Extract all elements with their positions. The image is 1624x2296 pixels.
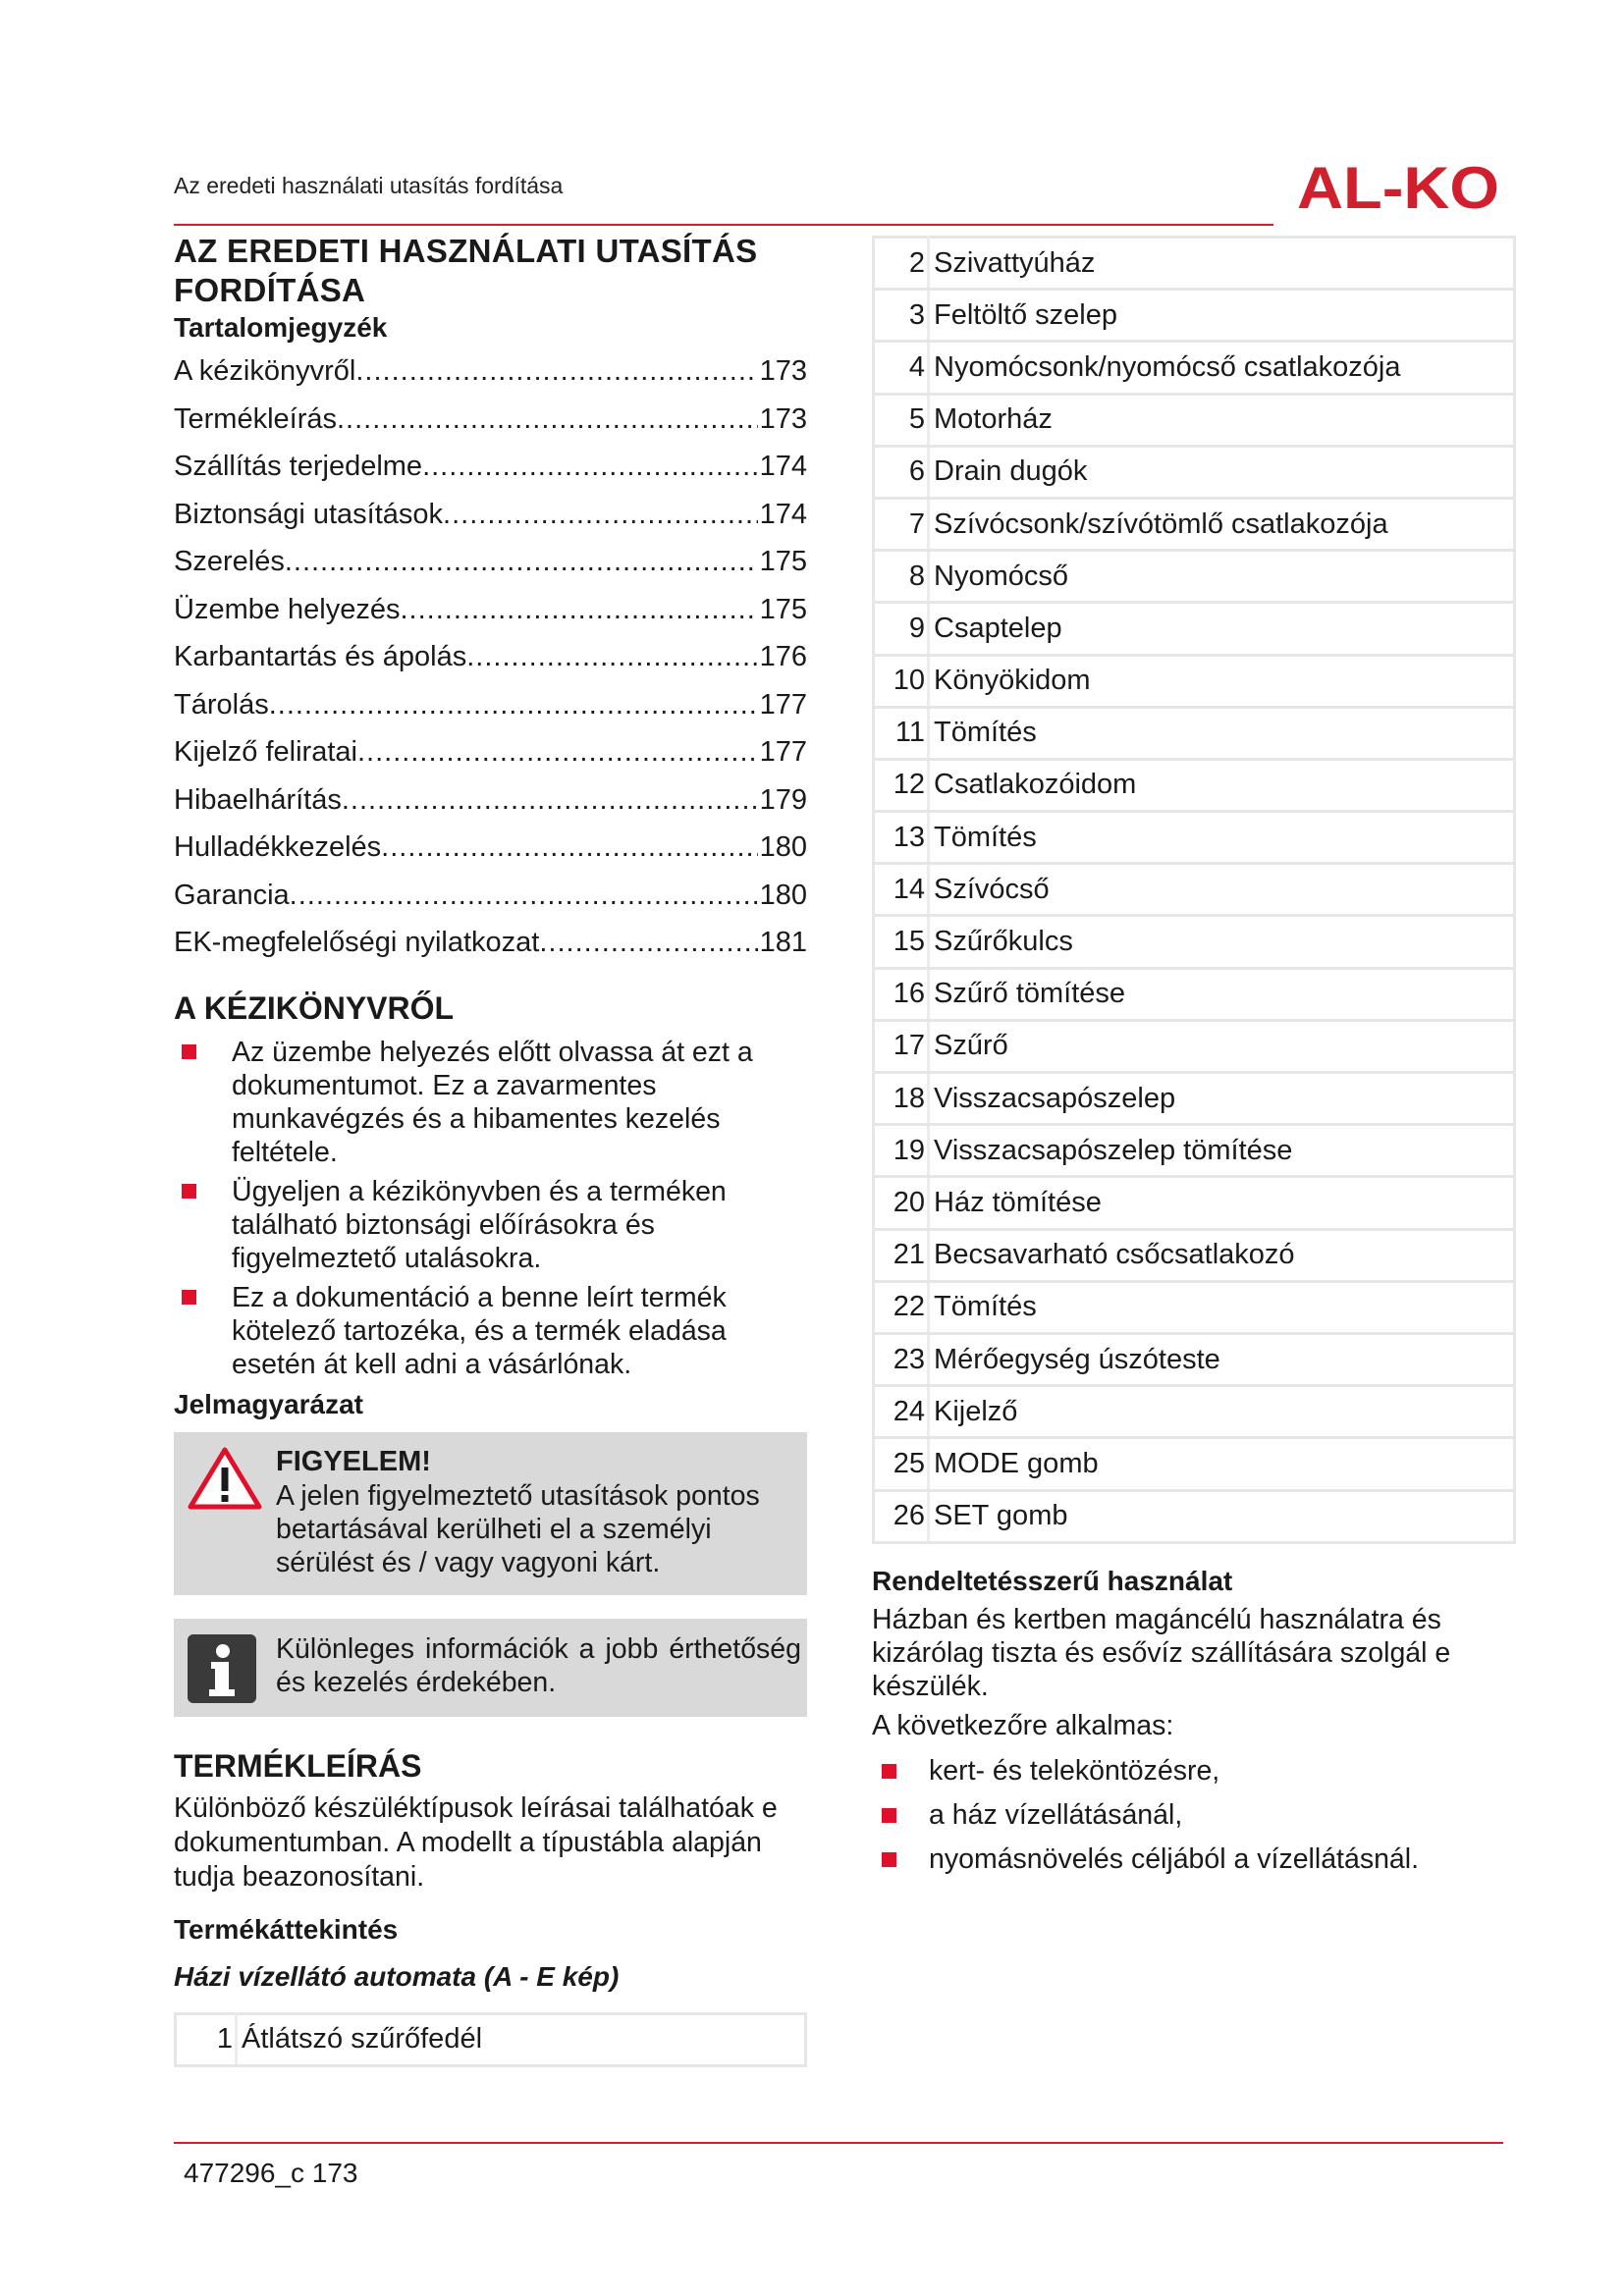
about-heading: A KÉZIKÖNYVRŐL	[174, 989, 455, 1026]
document-title-line1: AZ EREDETI HASZNÁLATI UTASÍTÁS	[174, 233, 758, 269]
toc-dots	[355, 347, 757, 396]
part-label: Visszacsapószelep tömítése	[929, 1125, 1515, 1177]
legend-heading: Jelmagyarázat	[174, 1388, 364, 1419]
toc-entry[interactable]	[174, 443, 807, 491]
toc-entry-title: Hulladékkezelés	[174, 831, 382, 863]
part-number: 18	[874, 1073, 929, 1125]
part-label: Könyökidom	[929, 655, 1515, 707]
part-label: Feltöltő szelep	[929, 290, 1515, 342]
info-box	[174, 1619, 807, 1717]
toc-entry[interactable]	[174, 681, 807, 729]
toc-entry-page: 173	[759, 355, 807, 387]
parts-table	[872, 236, 1516, 1544]
info-icon	[188, 1634, 256, 1703]
table-row	[874, 812, 1515, 864]
part-number: 20	[874, 1177, 929, 1229]
toc-title: Tartalomjegyzék	[174, 312, 388, 343]
toc-entry-page: 173	[759, 402, 807, 435]
toc-entry-page: 175	[759, 546, 807, 577]
list-item-text: nyomásnövelés céljából a vízellátásnál.	[929, 1842, 1420, 1875]
table-row	[874, 1177, 1515, 1229]
part-number: 23	[874, 1333, 929, 1385]
about-bullets	[174, 1036, 807, 1381]
table-row	[874, 238, 1515, 290]
toc-dots	[290, 872, 758, 920]
toc-entry[interactable]	[174, 776, 807, 825]
bullet-square-icon	[882, 1852, 896, 1867]
table-row	[874, 968, 1515, 1020]
right-column	[872, 236, 1516, 1882]
page-footer: 477296_c 173	[184, 2158, 358, 2188]
part-number: 9	[874, 603, 929, 655]
bullet-square-icon	[182, 1184, 196, 1199]
table-row	[874, 1229, 1515, 1281]
part-number: 21	[874, 1229, 929, 1281]
toc-entry[interactable]	[174, 919, 807, 967]
toc-entry-title: Termékleírás	[174, 402, 337, 435]
toc-dots	[466, 633, 757, 681]
warning-heading: FIGYELEM!	[276, 1445, 431, 1477]
part-label: Szívócső	[929, 864, 1515, 916]
header-rule	[174, 224, 1273, 226]
toc-entry-page: 174	[759, 451, 807, 482]
part-label: Nyomócső	[929, 551, 1515, 603]
part-number: 3	[874, 290, 929, 342]
part-number: 17	[874, 1020, 929, 1072]
table-row	[874, 446, 1515, 498]
alko-logo	[1294, 157, 1502, 218]
part-number: 8	[874, 551, 929, 603]
table-row	[874, 1386, 1515, 1438]
uses-list	[872, 1749, 1516, 1882]
toc-dots	[357, 728, 758, 776]
toc-dots	[285, 538, 758, 586]
intended-use-heading: Rendeltetésszerű használat	[872, 1565, 1233, 1596]
part-number: 5	[874, 394, 929, 446]
part-number: 16	[874, 968, 929, 1020]
bullet-square-icon	[882, 1808, 896, 1823]
product-heading: TERMÉKLEÍRÁS	[174, 1747, 422, 1784]
list-item-text: Az üzembe helyezés előtt olvassa át ezt a dokumentumot. Ez a zavarmentes munkavégzés és a hibamentes kezelés feltétele.	[232, 1036, 753, 1168]
toc-entry-title: EK-megfelelőségi nyilatkozat	[174, 927, 540, 958]
document-title	[174, 232, 807, 310]
toc-entry[interactable]	[174, 347, 807, 396]
part-number: 24	[874, 1386, 929, 1438]
toc-entry-title: Szállítás terjedelme	[174, 451, 423, 482]
toc-entry[interactable]	[174, 728, 807, 776]
part-label: Tömítés	[929, 812, 1515, 864]
toc-entry-page: 175	[759, 593, 807, 625]
part-number: 26	[874, 1490, 929, 1542]
header-title: Az eredeti használati utasítás fordítása	[174, 173, 564, 198]
toc-entry-title: Karbantartás és ápolás	[174, 641, 467, 672]
table-row	[874, 1281, 1515, 1333]
info-text: Különleges információk a jobb érthetőség és kezelés érdekében.	[276, 1632, 801, 1698]
toc-entry[interactable]	[174, 633, 807, 681]
toc-entry-title: Garancia	[174, 879, 290, 911]
toc-entry-page: 177	[759, 736, 807, 768]
toc-dots	[381, 824, 757, 872]
warning-box	[174, 1432, 807, 1595]
part-label: Kijelző	[929, 1386, 1515, 1438]
part-number: 25	[874, 1438, 929, 1490]
table-row	[874, 1073, 1515, 1125]
part-label: Átlátszó szűrőfedél	[237, 2013, 806, 2065]
toc-entry[interactable]	[174, 491, 807, 539]
part-label: Szűrő tömítése	[929, 968, 1515, 1020]
toc-entry-page: 179	[759, 783, 807, 816]
toc-entry[interactable]	[174, 586, 807, 634]
toc-entry-page: 180	[759, 831, 807, 863]
toc-dots	[422, 443, 758, 491]
part-label: Csaptelep	[929, 603, 1515, 655]
list-item-text: Ez a dokumentáció a benne leírt termék kötelező tartozéka, és a termék eladása esetén át kell adni a vásárlónak.	[232, 1281, 727, 1380]
warning-text: A jelen figyelmeztető utasítások pontos betartásával kerülheti el a személyi sérülést és / vagy vagyoni kárt.	[276, 1479, 760, 1578]
part-number: 4	[874, 342, 929, 394]
part-number: 7	[874, 498, 929, 550]
toc-dots	[401, 586, 758, 634]
part-number: 14	[874, 864, 929, 916]
toc-entry-title: A kézikönyvről	[174, 355, 356, 387]
part-number: 1	[176, 2013, 237, 2065]
part-label: Szűrőkulcs	[929, 916, 1515, 968]
list-item	[174, 1281, 807, 1381]
toc-dots	[539, 919, 757, 967]
part-label: SET gomb	[929, 1490, 1515, 1542]
part-label: Tömítés	[929, 1281, 1515, 1333]
toc-entry-title: Hibaelhárítás	[174, 783, 342, 816]
toc-entry-title: Biztonsági utasítások	[174, 498, 444, 530]
table-row	[874, 916, 1515, 968]
list-item	[872, 1838, 1516, 1882]
toc-entry-page: 176	[759, 641, 807, 672]
toc-dots	[342, 776, 758, 825]
bullet-square-icon	[182, 1044, 196, 1059]
part-label: Ház tömítése	[929, 1177, 1515, 1229]
warning-text-block	[276, 1444, 784, 1579]
part-label: Visszacsapószelep	[929, 1073, 1515, 1125]
toc-entry-title: Üzembe helyezés	[174, 593, 401, 625]
parts-table-start	[174, 2012, 807, 2067]
table-row	[874, 551, 1515, 603]
toc-entry[interactable]	[174, 538, 807, 586]
part-label: Nyomócsonk/nyomócső csatlakozója	[929, 342, 1515, 394]
table-row	[874, 1333, 1515, 1385]
toc-entry-title: Kijelző feliratai	[174, 736, 357, 768]
toc-entry[interactable]	[174, 872, 807, 920]
table-row	[874, 759, 1515, 811]
part-number: 2	[874, 238, 929, 290]
toc-entry-title: Szerelés	[174, 546, 285, 577]
list-item-text: a ház vízellátásánál,	[929, 1798, 1183, 1831]
part-label: Mérőegység úszóteste	[929, 1333, 1515, 1385]
intended-use-text: Házban és kertben magáncélú használatra és kizárólag tiszta és esővíz szállítására szolgál e készülék.	[872, 1603, 1451, 1702]
part-number: 19	[874, 1125, 929, 1177]
table-row	[874, 290, 1515, 342]
list-item	[872, 1793, 1516, 1838]
toc-entry-page: 177	[759, 688, 807, 721]
table-row	[874, 498, 1515, 550]
toc-entry-page: 174	[759, 498, 807, 530]
list-item	[872, 1749, 1516, 1793]
toc-dots	[443, 491, 758, 539]
toc-entry-page: 180	[759, 879, 807, 911]
toc-entry[interactable]	[174, 396, 807, 444]
table-row	[874, 1020, 1515, 1072]
table-row	[874, 603, 1515, 655]
suitable-for-text: A következőre alkalmas:	[872, 1709, 1174, 1741]
warning-triangle-icon	[188, 1446, 262, 1511]
left-column	[174, 232, 807, 2067]
part-number: 13	[874, 812, 929, 864]
toc-dots	[269, 681, 758, 729]
list-item-text: kert- és teleköntözésre,	[929, 1754, 1220, 1787]
table-row	[874, 1125, 1515, 1177]
table-of-contents	[174, 347, 807, 967]
table-row	[874, 394, 1515, 446]
part-number: 10	[874, 655, 929, 707]
table-row	[874, 342, 1515, 394]
toc-dots	[337, 396, 758, 444]
table-row	[874, 1490, 1515, 1542]
bullet-square-icon	[182, 1290, 196, 1305]
toc-entry-title: Tárolás	[174, 688, 269, 721]
overview-subheading: Házi vízellátó automata (A - E kép)	[174, 1960, 620, 1992]
list-item-text: Ügyeljen a kézikönyvben és a terméken található biztonsági előírásokra és figyelmeztető utalásokra.	[232, 1175, 727, 1274]
list-item	[174, 1036, 807, 1169]
part-number: 11	[874, 707, 929, 759]
part-label: Csatlakozóidom	[929, 759, 1515, 811]
list-item	[174, 1175, 807, 1275]
overview-heading: Termékáttekintés	[174, 1913, 399, 1945]
part-label: Becsavarható csőcsatlakozó	[929, 1229, 1515, 1281]
part-number: 6	[874, 446, 929, 498]
document-title-line2: FORDÍTÁSA	[174, 272, 366, 308]
part-label: Motorház	[929, 394, 1515, 446]
part-number: 12	[874, 759, 929, 811]
toc-entry-page: 181	[759, 927, 807, 958]
table-row	[874, 1438, 1515, 1490]
part-label: Szűrő	[929, 1020, 1515, 1072]
part-label: Drain dugók	[929, 446, 1515, 498]
footer-rule	[174, 2142, 1503, 2144]
part-number: 22	[874, 1281, 929, 1333]
table-row	[176, 2013, 806, 2065]
product-description: Különböző készüléktípusok leírásai találhatóak e dokumentumban. A modellt a típustábla alapján tudja beazonosítani.	[174, 1791, 778, 1893]
part-label: Szivattyúház	[929, 238, 1515, 290]
part-label: Szívócsonk/szívótömlő csatlakozója	[929, 498, 1515, 550]
table-row	[874, 707, 1515, 759]
part-number: 15	[874, 916, 929, 968]
bullet-square-icon	[882, 1764, 896, 1779]
part-label: Tömítés	[929, 707, 1515, 759]
table-row	[874, 655, 1515, 707]
logo-text: AL-KO	[1297, 157, 1499, 218]
part-label: MODE gomb	[929, 1438, 1515, 1490]
toc-entry[interactable]	[174, 824, 807, 872]
table-row	[874, 864, 1515, 916]
